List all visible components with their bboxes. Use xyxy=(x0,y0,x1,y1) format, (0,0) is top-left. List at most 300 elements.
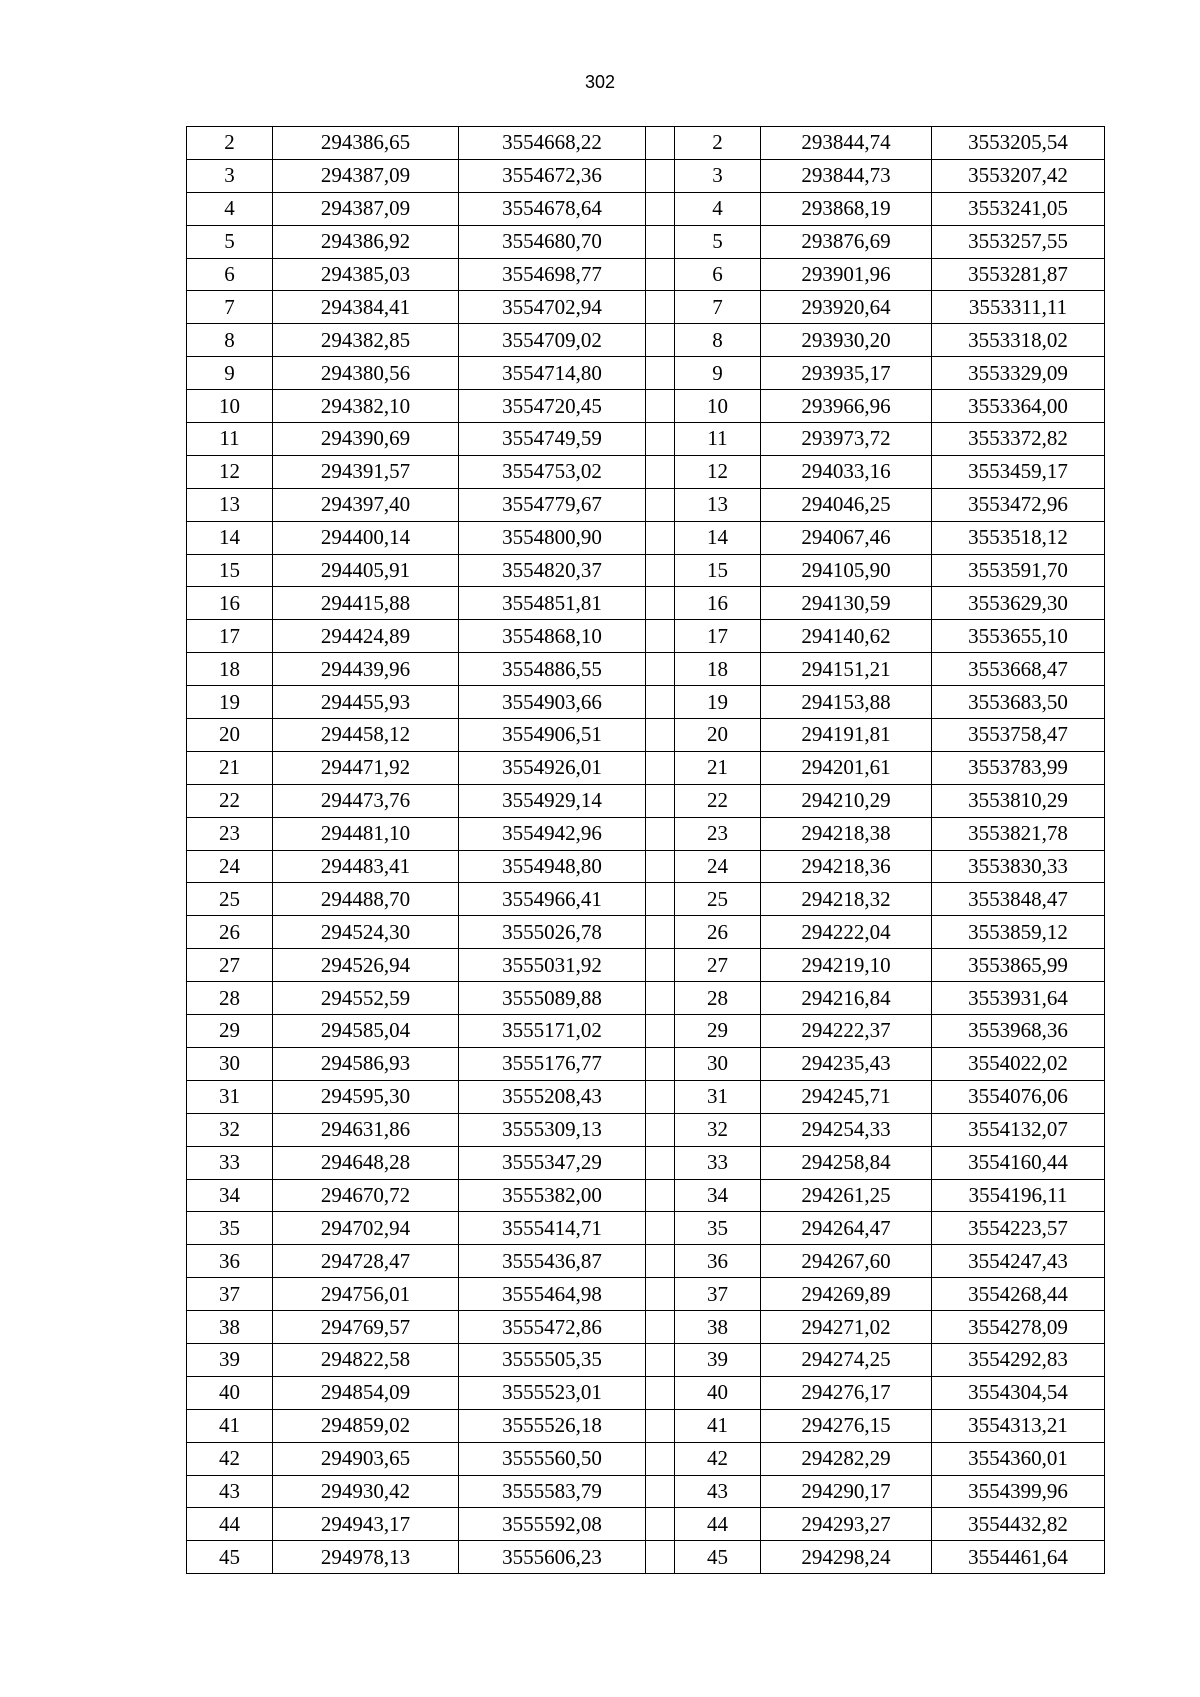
right-point-number-cell: 12 xyxy=(675,455,761,488)
left-x-coordinate-cell: 294930,42 xyxy=(273,1475,459,1508)
left-y-coordinate-cell: 3554698,77 xyxy=(459,258,646,291)
left-point-number-cell: 38 xyxy=(187,1311,273,1344)
left-x-coordinate-cell: 294455,93 xyxy=(273,686,459,719)
left-x-coordinate-cell: 294387,09 xyxy=(273,159,459,192)
separator-cell xyxy=(646,1245,675,1278)
left-y-coordinate-cell: 3554714,80 xyxy=(459,357,646,390)
right-y-coordinate-cell: 3554432,82 xyxy=(932,1508,1105,1541)
right-point-number-cell: 3 xyxy=(675,159,761,192)
right-x-coordinate-cell: 294140,62 xyxy=(761,620,932,653)
right-y-coordinate-cell: 3554268,44 xyxy=(932,1278,1105,1311)
left-x-coordinate-cell: 294648,28 xyxy=(273,1146,459,1179)
right-x-coordinate-cell: 293868,19 xyxy=(761,192,932,225)
separator-cell xyxy=(646,554,675,587)
right-y-coordinate-cell: 3553629,30 xyxy=(932,587,1105,620)
left-x-coordinate-cell: 294903,65 xyxy=(273,1442,459,1475)
right-point-number-cell: 28 xyxy=(675,982,761,1015)
left-point-number-cell: 20 xyxy=(187,719,273,752)
left-x-coordinate-cell: 294728,47 xyxy=(273,1245,459,1278)
table-row xyxy=(187,1278,1105,1311)
right-point-number-cell: 24 xyxy=(675,850,761,883)
right-y-coordinate-cell: 3553821,78 xyxy=(932,817,1105,850)
table-row xyxy=(187,258,1105,291)
left-point-number-cell: 23 xyxy=(187,817,273,850)
right-y-coordinate-cell: 3554461,64 xyxy=(932,1541,1105,1574)
left-y-coordinate-cell: 3554868,10 xyxy=(459,620,646,653)
left-y-coordinate-cell: 3554678,64 xyxy=(459,192,646,225)
right-point-number-cell: 35 xyxy=(675,1212,761,1245)
separator-cell xyxy=(646,455,675,488)
right-y-coordinate-cell: 3554196,11 xyxy=(932,1179,1105,1212)
table-row xyxy=(187,159,1105,192)
left-x-coordinate-cell: 294822,58 xyxy=(273,1343,459,1376)
right-point-number-cell: 25 xyxy=(675,883,761,916)
right-y-coordinate-cell: 3554313,21 xyxy=(932,1409,1105,1442)
right-y-coordinate-cell: 3553859,12 xyxy=(932,916,1105,949)
left-x-coordinate-cell: 294670,72 xyxy=(273,1179,459,1212)
right-x-coordinate-cell: 294267,60 xyxy=(761,1245,932,1278)
right-y-coordinate-cell: 3554022,02 xyxy=(932,1047,1105,1080)
separator-cell xyxy=(646,916,675,949)
right-point-number-cell: 13 xyxy=(675,488,761,521)
table-row xyxy=(187,883,1105,916)
table-row xyxy=(187,1047,1105,1080)
right-y-coordinate-cell: 3554292,83 xyxy=(932,1343,1105,1376)
right-x-coordinate-cell: 294276,15 xyxy=(761,1409,932,1442)
right-x-coordinate-cell: 293844,74 xyxy=(761,127,932,160)
left-y-coordinate-cell: 3555414,71 xyxy=(459,1212,646,1245)
table-row xyxy=(187,719,1105,752)
right-x-coordinate-cell: 294282,29 xyxy=(761,1442,932,1475)
right-x-coordinate-cell: 293973,72 xyxy=(761,423,932,456)
left-x-coordinate-cell: 294382,10 xyxy=(273,390,459,423)
right-y-coordinate-cell: 3554278,09 xyxy=(932,1311,1105,1344)
table-row xyxy=(187,1080,1105,1113)
left-y-coordinate-cell: 3554680,70 xyxy=(459,225,646,258)
left-x-coordinate-cell: 294439,96 xyxy=(273,653,459,686)
left-point-number-cell: 35 xyxy=(187,1212,273,1245)
right-y-coordinate-cell: 3553311,11 xyxy=(932,291,1105,324)
left-y-coordinate-cell: 3555526,18 xyxy=(459,1409,646,1442)
left-x-coordinate-cell: 294586,93 xyxy=(273,1047,459,1080)
separator-cell xyxy=(646,1541,675,1574)
right-point-number-cell: 23 xyxy=(675,817,761,850)
left-x-coordinate-cell: 294391,57 xyxy=(273,455,459,488)
left-x-coordinate-cell: 294595,30 xyxy=(273,1080,459,1113)
right-y-coordinate-cell: 3553865,99 xyxy=(932,949,1105,982)
left-y-coordinate-cell: 3555606,23 xyxy=(459,1541,646,1574)
table-row xyxy=(187,817,1105,850)
left-point-number-cell: 16 xyxy=(187,587,273,620)
right-y-coordinate-cell: 3553459,17 xyxy=(932,455,1105,488)
left-point-number-cell: 24 xyxy=(187,850,273,883)
table-row xyxy=(187,1311,1105,1344)
left-point-number-cell: 42 xyxy=(187,1442,273,1475)
right-x-coordinate-cell: 294130,59 xyxy=(761,587,932,620)
right-point-number-cell: 4 xyxy=(675,192,761,225)
table-row xyxy=(187,1146,1105,1179)
table-row xyxy=(187,1343,1105,1376)
table-row xyxy=(187,554,1105,587)
table-row xyxy=(187,423,1105,456)
separator-cell xyxy=(646,1343,675,1376)
right-y-coordinate-cell: 3553655,10 xyxy=(932,620,1105,653)
right-point-number-cell: 14 xyxy=(675,521,761,554)
left-point-number-cell: 32 xyxy=(187,1113,273,1146)
coordinates-table-body xyxy=(187,127,1105,1574)
right-point-number-cell: 37 xyxy=(675,1278,761,1311)
separator-cell xyxy=(646,620,675,653)
left-point-number-cell: 9 xyxy=(187,357,273,390)
left-x-coordinate-cell: 294384,41 xyxy=(273,291,459,324)
right-point-number-cell: 29 xyxy=(675,1015,761,1048)
left-y-coordinate-cell: 3554749,59 xyxy=(459,423,646,456)
separator-cell xyxy=(646,1508,675,1541)
right-point-number-cell: 20 xyxy=(675,719,761,752)
separator-cell xyxy=(646,258,675,291)
left-point-number-cell: 14 xyxy=(187,521,273,554)
left-point-number-cell: 22 xyxy=(187,784,273,817)
right-x-coordinate-cell: 294245,71 xyxy=(761,1080,932,1113)
right-point-number-cell: 42 xyxy=(675,1442,761,1475)
right-y-coordinate-cell: 3553472,96 xyxy=(932,488,1105,521)
left-y-coordinate-cell: 3555592,08 xyxy=(459,1508,646,1541)
left-x-coordinate-cell: 294424,89 xyxy=(273,620,459,653)
left-y-coordinate-cell: 3554948,80 xyxy=(459,850,646,883)
left-x-coordinate-cell: 294458,12 xyxy=(273,719,459,752)
table-row xyxy=(187,1245,1105,1278)
right-point-number-cell: 18 xyxy=(675,653,761,686)
right-y-coordinate-cell: 3553281,87 xyxy=(932,258,1105,291)
table-row xyxy=(187,488,1105,521)
left-point-number-cell: 44 xyxy=(187,1508,273,1541)
left-y-coordinate-cell: 3554926,01 xyxy=(459,751,646,784)
table-row xyxy=(187,1376,1105,1409)
right-y-coordinate-cell: 3553968,36 xyxy=(932,1015,1105,1048)
left-y-coordinate-cell: 3554820,37 xyxy=(459,554,646,587)
separator-cell xyxy=(646,521,675,554)
left-y-coordinate-cell: 3554903,66 xyxy=(459,686,646,719)
right-point-number-cell: 11 xyxy=(675,423,761,456)
right-point-number-cell: 10 xyxy=(675,390,761,423)
right-y-coordinate-cell: 3553372,82 xyxy=(932,423,1105,456)
right-point-number-cell: 8 xyxy=(675,324,761,357)
table-row xyxy=(187,850,1105,883)
table-row xyxy=(187,1541,1105,1574)
separator-cell xyxy=(646,357,675,390)
left-point-number-cell: 31 xyxy=(187,1080,273,1113)
left-point-number-cell: 30 xyxy=(187,1047,273,1080)
separator-cell xyxy=(646,192,675,225)
left-y-coordinate-cell: 3555347,29 xyxy=(459,1146,646,1179)
right-y-coordinate-cell: 3554399,96 xyxy=(932,1475,1105,1508)
table-row xyxy=(187,324,1105,357)
left-y-coordinate-cell: 3555464,98 xyxy=(459,1278,646,1311)
left-x-coordinate-cell: 294415,88 xyxy=(273,587,459,620)
table-row xyxy=(187,357,1105,390)
right-point-number-cell: 33 xyxy=(675,1146,761,1179)
separator-cell xyxy=(646,225,675,258)
right-y-coordinate-cell: 3553848,47 xyxy=(932,883,1105,916)
right-x-coordinate-cell: 294105,90 xyxy=(761,554,932,587)
right-x-coordinate-cell: 294290,17 xyxy=(761,1475,932,1508)
right-x-coordinate-cell: 293930,20 xyxy=(761,324,932,357)
left-y-coordinate-cell: 3555171,02 xyxy=(459,1015,646,1048)
left-x-coordinate-cell: 294483,41 xyxy=(273,850,459,883)
right-x-coordinate-cell: 293844,73 xyxy=(761,159,932,192)
separator-cell xyxy=(646,719,675,752)
right-point-number-cell: 45 xyxy=(675,1541,761,1574)
left-point-number-cell: 3 xyxy=(187,159,273,192)
left-y-coordinate-cell: 3554851,81 xyxy=(459,587,646,620)
table-row xyxy=(187,587,1105,620)
left-y-coordinate-cell: 3555089,88 xyxy=(459,982,646,1015)
separator-cell xyxy=(646,1475,675,1508)
left-point-number-cell: 45 xyxy=(187,1541,273,1574)
left-y-coordinate-cell: 3555382,00 xyxy=(459,1179,646,1212)
separator-cell xyxy=(646,817,675,850)
left-point-number-cell: 26 xyxy=(187,916,273,949)
right-x-coordinate-cell: 294264,47 xyxy=(761,1212,932,1245)
table-row xyxy=(187,192,1105,225)
left-point-number-cell: 8 xyxy=(187,324,273,357)
table-row xyxy=(187,784,1105,817)
right-point-number-cell: 2 xyxy=(675,127,761,160)
separator-cell xyxy=(646,1376,675,1409)
right-point-number-cell: 27 xyxy=(675,949,761,982)
table-row xyxy=(187,521,1105,554)
left-y-coordinate-cell: 3554668,22 xyxy=(459,127,646,160)
left-point-number-cell: 25 xyxy=(187,883,273,916)
left-x-coordinate-cell: 294756,01 xyxy=(273,1278,459,1311)
separator-cell xyxy=(646,390,675,423)
left-point-number-cell: 4 xyxy=(187,192,273,225)
left-point-number-cell: 2 xyxy=(187,127,273,160)
table-row xyxy=(187,127,1105,160)
right-x-coordinate-cell: 294151,21 xyxy=(761,653,932,686)
right-y-coordinate-cell: 3553810,29 xyxy=(932,784,1105,817)
right-y-coordinate-cell: 3553830,33 xyxy=(932,850,1105,883)
right-x-coordinate-cell: 294218,36 xyxy=(761,850,932,883)
right-point-number-cell: 36 xyxy=(675,1245,761,1278)
coordinates-table xyxy=(186,126,1105,1574)
right-x-coordinate-cell: 294222,04 xyxy=(761,916,932,949)
separator-cell xyxy=(646,1442,675,1475)
left-point-number-cell: 10 xyxy=(187,390,273,423)
left-y-coordinate-cell: 3554779,67 xyxy=(459,488,646,521)
left-x-coordinate-cell: 294943,17 xyxy=(273,1508,459,1541)
right-y-coordinate-cell: 3554304,54 xyxy=(932,1376,1105,1409)
right-y-coordinate-cell: 3553683,50 xyxy=(932,686,1105,719)
left-x-coordinate-cell: 294526,94 xyxy=(273,949,459,982)
right-x-coordinate-cell: 293935,17 xyxy=(761,357,932,390)
right-point-number-cell: 5 xyxy=(675,225,761,258)
left-point-number-cell: 7 xyxy=(187,291,273,324)
right-y-coordinate-cell: 3553364,00 xyxy=(932,390,1105,423)
left-y-coordinate-cell: 3554672,36 xyxy=(459,159,646,192)
left-y-coordinate-cell: 3554753,02 xyxy=(459,455,646,488)
left-point-number-cell: 43 xyxy=(187,1475,273,1508)
left-x-coordinate-cell: 294585,04 xyxy=(273,1015,459,1048)
left-y-coordinate-cell: 3554966,41 xyxy=(459,883,646,916)
right-point-number-cell: 26 xyxy=(675,916,761,949)
left-x-coordinate-cell: 294397,40 xyxy=(273,488,459,521)
right-x-coordinate-cell: 294201,61 xyxy=(761,751,932,784)
left-y-coordinate-cell: 3555031,92 xyxy=(459,949,646,982)
right-x-coordinate-cell: 294033,16 xyxy=(761,455,932,488)
right-x-coordinate-cell: 294254,33 xyxy=(761,1113,932,1146)
left-point-number-cell: 27 xyxy=(187,949,273,982)
left-x-coordinate-cell: 294552,59 xyxy=(273,982,459,1015)
left-y-coordinate-cell: 3555208,43 xyxy=(459,1080,646,1113)
left-point-number-cell: 33 xyxy=(187,1146,273,1179)
right-y-coordinate-cell: 3554076,06 xyxy=(932,1080,1105,1113)
separator-cell xyxy=(646,1146,675,1179)
right-x-coordinate-cell: 294298,24 xyxy=(761,1541,932,1574)
separator-cell xyxy=(646,1047,675,1080)
right-y-coordinate-cell: 3553329,09 xyxy=(932,357,1105,390)
table-row xyxy=(187,390,1105,423)
right-y-coordinate-cell: 3554223,57 xyxy=(932,1212,1105,1245)
left-x-coordinate-cell: 294382,85 xyxy=(273,324,459,357)
separator-cell xyxy=(646,324,675,357)
left-y-coordinate-cell: 3555523,01 xyxy=(459,1376,646,1409)
right-y-coordinate-cell: 3553668,47 xyxy=(932,653,1105,686)
separator-cell xyxy=(646,784,675,817)
table-row xyxy=(187,653,1105,686)
separator-cell xyxy=(646,1179,675,1212)
left-x-coordinate-cell: 294488,70 xyxy=(273,883,459,916)
left-x-coordinate-cell: 294473,76 xyxy=(273,784,459,817)
right-y-coordinate-cell: 3554360,01 xyxy=(932,1442,1105,1475)
right-y-coordinate-cell: 3554247,43 xyxy=(932,1245,1105,1278)
left-x-coordinate-cell: 294702,94 xyxy=(273,1212,459,1245)
table-row xyxy=(187,982,1105,1015)
right-y-coordinate-cell: 3554160,44 xyxy=(932,1146,1105,1179)
right-point-number-cell: 15 xyxy=(675,554,761,587)
left-y-coordinate-cell: 3554929,14 xyxy=(459,784,646,817)
right-x-coordinate-cell: 294235,43 xyxy=(761,1047,932,1080)
right-point-number-cell: 19 xyxy=(675,686,761,719)
left-point-number-cell: 34 xyxy=(187,1179,273,1212)
right-point-number-cell: 40 xyxy=(675,1376,761,1409)
left-x-coordinate-cell: 294524,30 xyxy=(273,916,459,949)
right-y-coordinate-cell: 3553783,99 xyxy=(932,751,1105,784)
right-point-number-cell: 9 xyxy=(675,357,761,390)
right-point-number-cell: 31 xyxy=(675,1080,761,1113)
right-x-coordinate-cell: 294153,88 xyxy=(761,686,932,719)
table-row xyxy=(187,1212,1105,1245)
right-x-coordinate-cell: 294258,84 xyxy=(761,1146,932,1179)
table-row xyxy=(187,1508,1105,1541)
left-x-coordinate-cell: 294380,56 xyxy=(273,357,459,390)
left-x-coordinate-cell: 294385,03 xyxy=(273,258,459,291)
right-point-number-cell: 34 xyxy=(675,1179,761,1212)
separator-cell xyxy=(646,1409,675,1442)
right-point-number-cell: 17 xyxy=(675,620,761,653)
left-point-number-cell: 12 xyxy=(187,455,273,488)
separator-cell xyxy=(646,587,675,620)
left-point-number-cell: 40 xyxy=(187,1376,273,1409)
left-point-number-cell: 11 xyxy=(187,423,273,456)
right-y-coordinate-cell: 3553758,47 xyxy=(932,719,1105,752)
table-row xyxy=(187,225,1105,258)
right-x-coordinate-cell: 293901,96 xyxy=(761,258,932,291)
separator-cell xyxy=(646,1212,675,1245)
separator-cell xyxy=(646,686,675,719)
table-row xyxy=(187,916,1105,949)
right-x-coordinate-cell: 294191,81 xyxy=(761,719,932,752)
left-point-number-cell: 41 xyxy=(187,1409,273,1442)
left-y-coordinate-cell: 3555026,78 xyxy=(459,916,646,949)
right-y-coordinate-cell: 3553207,42 xyxy=(932,159,1105,192)
left-x-coordinate-cell: 294854,09 xyxy=(273,1376,459,1409)
right-point-number-cell: 41 xyxy=(675,1409,761,1442)
left-point-number-cell: 37 xyxy=(187,1278,273,1311)
left-y-coordinate-cell: 3555472,86 xyxy=(459,1311,646,1344)
table-row xyxy=(187,291,1105,324)
left-y-coordinate-cell: 3554886,55 xyxy=(459,653,646,686)
separator-cell xyxy=(646,883,675,916)
right-x-coordinate-cell: 294046,25 xyxy=(761,488,932,521)
right-point-number-cell: 30 xyxy=(675,1047,761,1080)
left-point-number-cell: 29 xyxy=(187,1015,273,1048)
left-y-coordinate-cell: 3554800,90 xyxy=(459,521,646,554)
table-row xyxy=(187,455,1105,488)
right-x-coordinate-cell: 294210,29 xyxy=(761,784,932,817)
right-point-number-cell: 32 xyxy=(675,1113,761,1146)
left-point-number-cell: 18 xyxy=(187,653,273,686)
table-row xyxy=(187,1442,1105,1475)
table-row xyxy=(187,620,1105,653)
right-x-coordinate-cell: 293876,69 xyxy=(761,225,932,258)
right-point-number-cell: 22 xyxy=(675,784,761,817)
left-y-coordinate-cell: 3554942,96 xyxy=(459,817,646,850)
left-x-coordinate-cell: 294387,09 xyxy=(273,192,459,225)
separator-cell xyxy=(646,982,675,1015)
separator-cell xyxy=(646,127,675,160)
left-point-number-cell: 5 xyxy=(187,225,273,258)
right-x-coordinate-cell: 294222,37 xyxy=(761,1015,932,1048)
separator-cell xyxy=(646,751,675,784)
right-y-coordinate-cell: 3553257,55 xyxy=(932,225,1105,258)
separator-cell xyxy=(646,850,675,883)
left-x-coordinate-cell: 294405,91 xyxy=(273,554,459,587)
left-y-coordinate-cell: 3555505,35 xyxy=(459,1343,646,1376)
right-x-coordinate-cell: 294271,02 xyxy=(761,1311,932,1344)
left-y-coordinate-cell: 3554720,45 xyxy=(459,390,646,423)
table-row xyxy=(187,1179,1105,1212)
separator-cell xyxy=(646,653,675,686)
separator-cell xyxy=(646,1278,675,1311)
right-point-number-cell: 7 xyxy=(675,291,761,324)
separator-cell xyxy=(646,423,675,456)
left-point-number-cell: 36 xyxy=(187,1245,273,1278)
left-x-coordinate-cell: 294471,92 xyxy=(273,751,459,784)
left-point-number-cell: 17 xyxy=(187,620,273,653)
left-x-coordinate-cell: 294978,13 xyxy=(273,1541,459,1574)
table-row xyxy=(187,751,1105,784)
right-x-coordinate-cell: 294293,27 xyxy=(761,1508,932,1541)
right-point-number-cell: 16 xyxy=(675,587,761,620)
left-y-coordinate-cell: 3555583,79 xyxy=(459,1475,646,1508)
left-point-number-cell: 28 xyxy=(187,982,273,1015)
right-point-number-cell: 39 xyxy=(675,1343,761,1376)
left-point-number-cell: 21 xyxy=(187,751,273,784)
separator-cell xyxy=(646,1080,675,1113)
left-x-coordinate-cell: 294400,14 xyxy=(273,521,459,554)
left-y-coordinate-cell: 3555436,87 xyxy=(459,1245,646,1278)
